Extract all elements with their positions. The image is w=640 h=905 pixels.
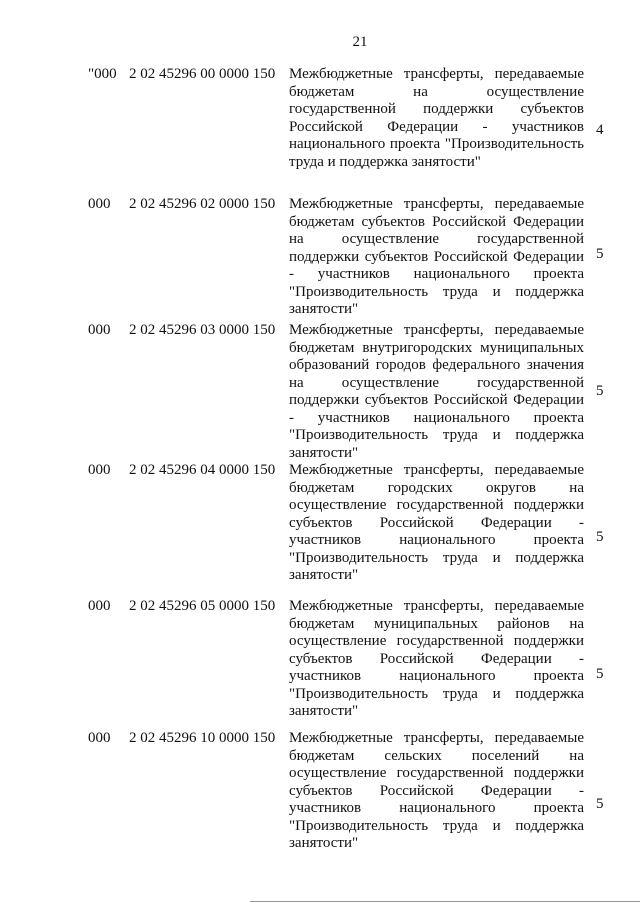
admin-code: 000 xyxy=(88,462,111,478)
income-name: Межбюджетные трансферты, передаваемые бюджетам сельских поселений на осуществление государственной поддержки субъектов Российской Федерации - участников национального проекта "Производительность труда и поддержка занятости" xyxy=(289,730,584,851)
budget-code: 2 02 45296 04 0000 150 xyxy=(129,462,276,478)
table-row xyxy=(0,462,640,598)
income-name: Межбюджетные трансферты, передаваемые бюджетам муниципальных районов на осуществление государственной поддержки субъектов Российской Федерации - участников национального проекта "Производительность труда и поддержка занятости" xyxy=(289,598,584,719)
table-row xyxy=(0,598,640,730)
table-row xyxy=(0,730,640,860)
bottom-divider xyxy=(250,901,640,902)
table-row xyxy=(0,196,640,318)
page-number: 21 xyxy=(352,34,368,50)
row-value: 5 xyxy=(596,383,604,399)
income-name: Межбюджетные трансферты, передаваемые бюджетам внутригородских муниципальных образований городов федерального значения на осуществление государственной поддержки субъектов Российской Федерации - участников национального проекта "Производительность труда и поддержка занятости" xyxy=(289,322,584,461)
budget-code: 2 02 45296 02 0000 150 xyxy=(129,196,276,212)
budget-code: 2 02 45296 00 0000 150 xyxy=(129,66,276,82)
budget-code: 2 02 45296 10 0000 150 xyxy=(129,730,276,746)
row-value: 5 xyxy=(596,796,604,812)
row-value: 4 xyxy=(596,122,604,138)
row-value: 5 xyxy=(596,529,604,545)
admin-code: 000 xyxy=(88,598,111,614)
admin-code: 000 xyxy=(88,322,111,338)
income-name: Межбюджетные трансферты, передаваемые бюджетам городских округов на осуществление государственной поддержки субъектов Российской Федерации - участников национального проекта "Производительность труда и поддержка занятости" xyxy=(289,462,584,583)
budget-code: 2 02 45296 03 0000 150 xyxy=(129,322,276,338)
row-value: 5 xyxy=(596,666,604,682)
table-row xyxy=(0,66,640,196)
budget-code: 2 02 45296 05 0000 150 xyxy=(129,598,276,614)
row-value: 5 xyxy=(596,246,604,262)
admin-code: 000 xyxy=(88,196,111,212)
table-row xyxy=(0,322,640,462)
admin-code: 000 xyxy=(88,730,111,746)
admin-code: "000 xyxy=(88,66,117,82)
income-name: Межбюджетные трансферты, передаваемые бюджетам субъектов Российской Федерации на осуществление государственной поддержки субъектов Российской Федерации - участников национального проекта "Производительность труда и поддержка занятости" xyxy=(289,196,584,317)
income-name: Межбюджетные трансферты, передаваемые бюджетам на осуществление государственной поддержки субъектов Российской Федерации - участников национального проекта "Производительность труда и поддержка занятости" xyxy=(289,66,584,170)
